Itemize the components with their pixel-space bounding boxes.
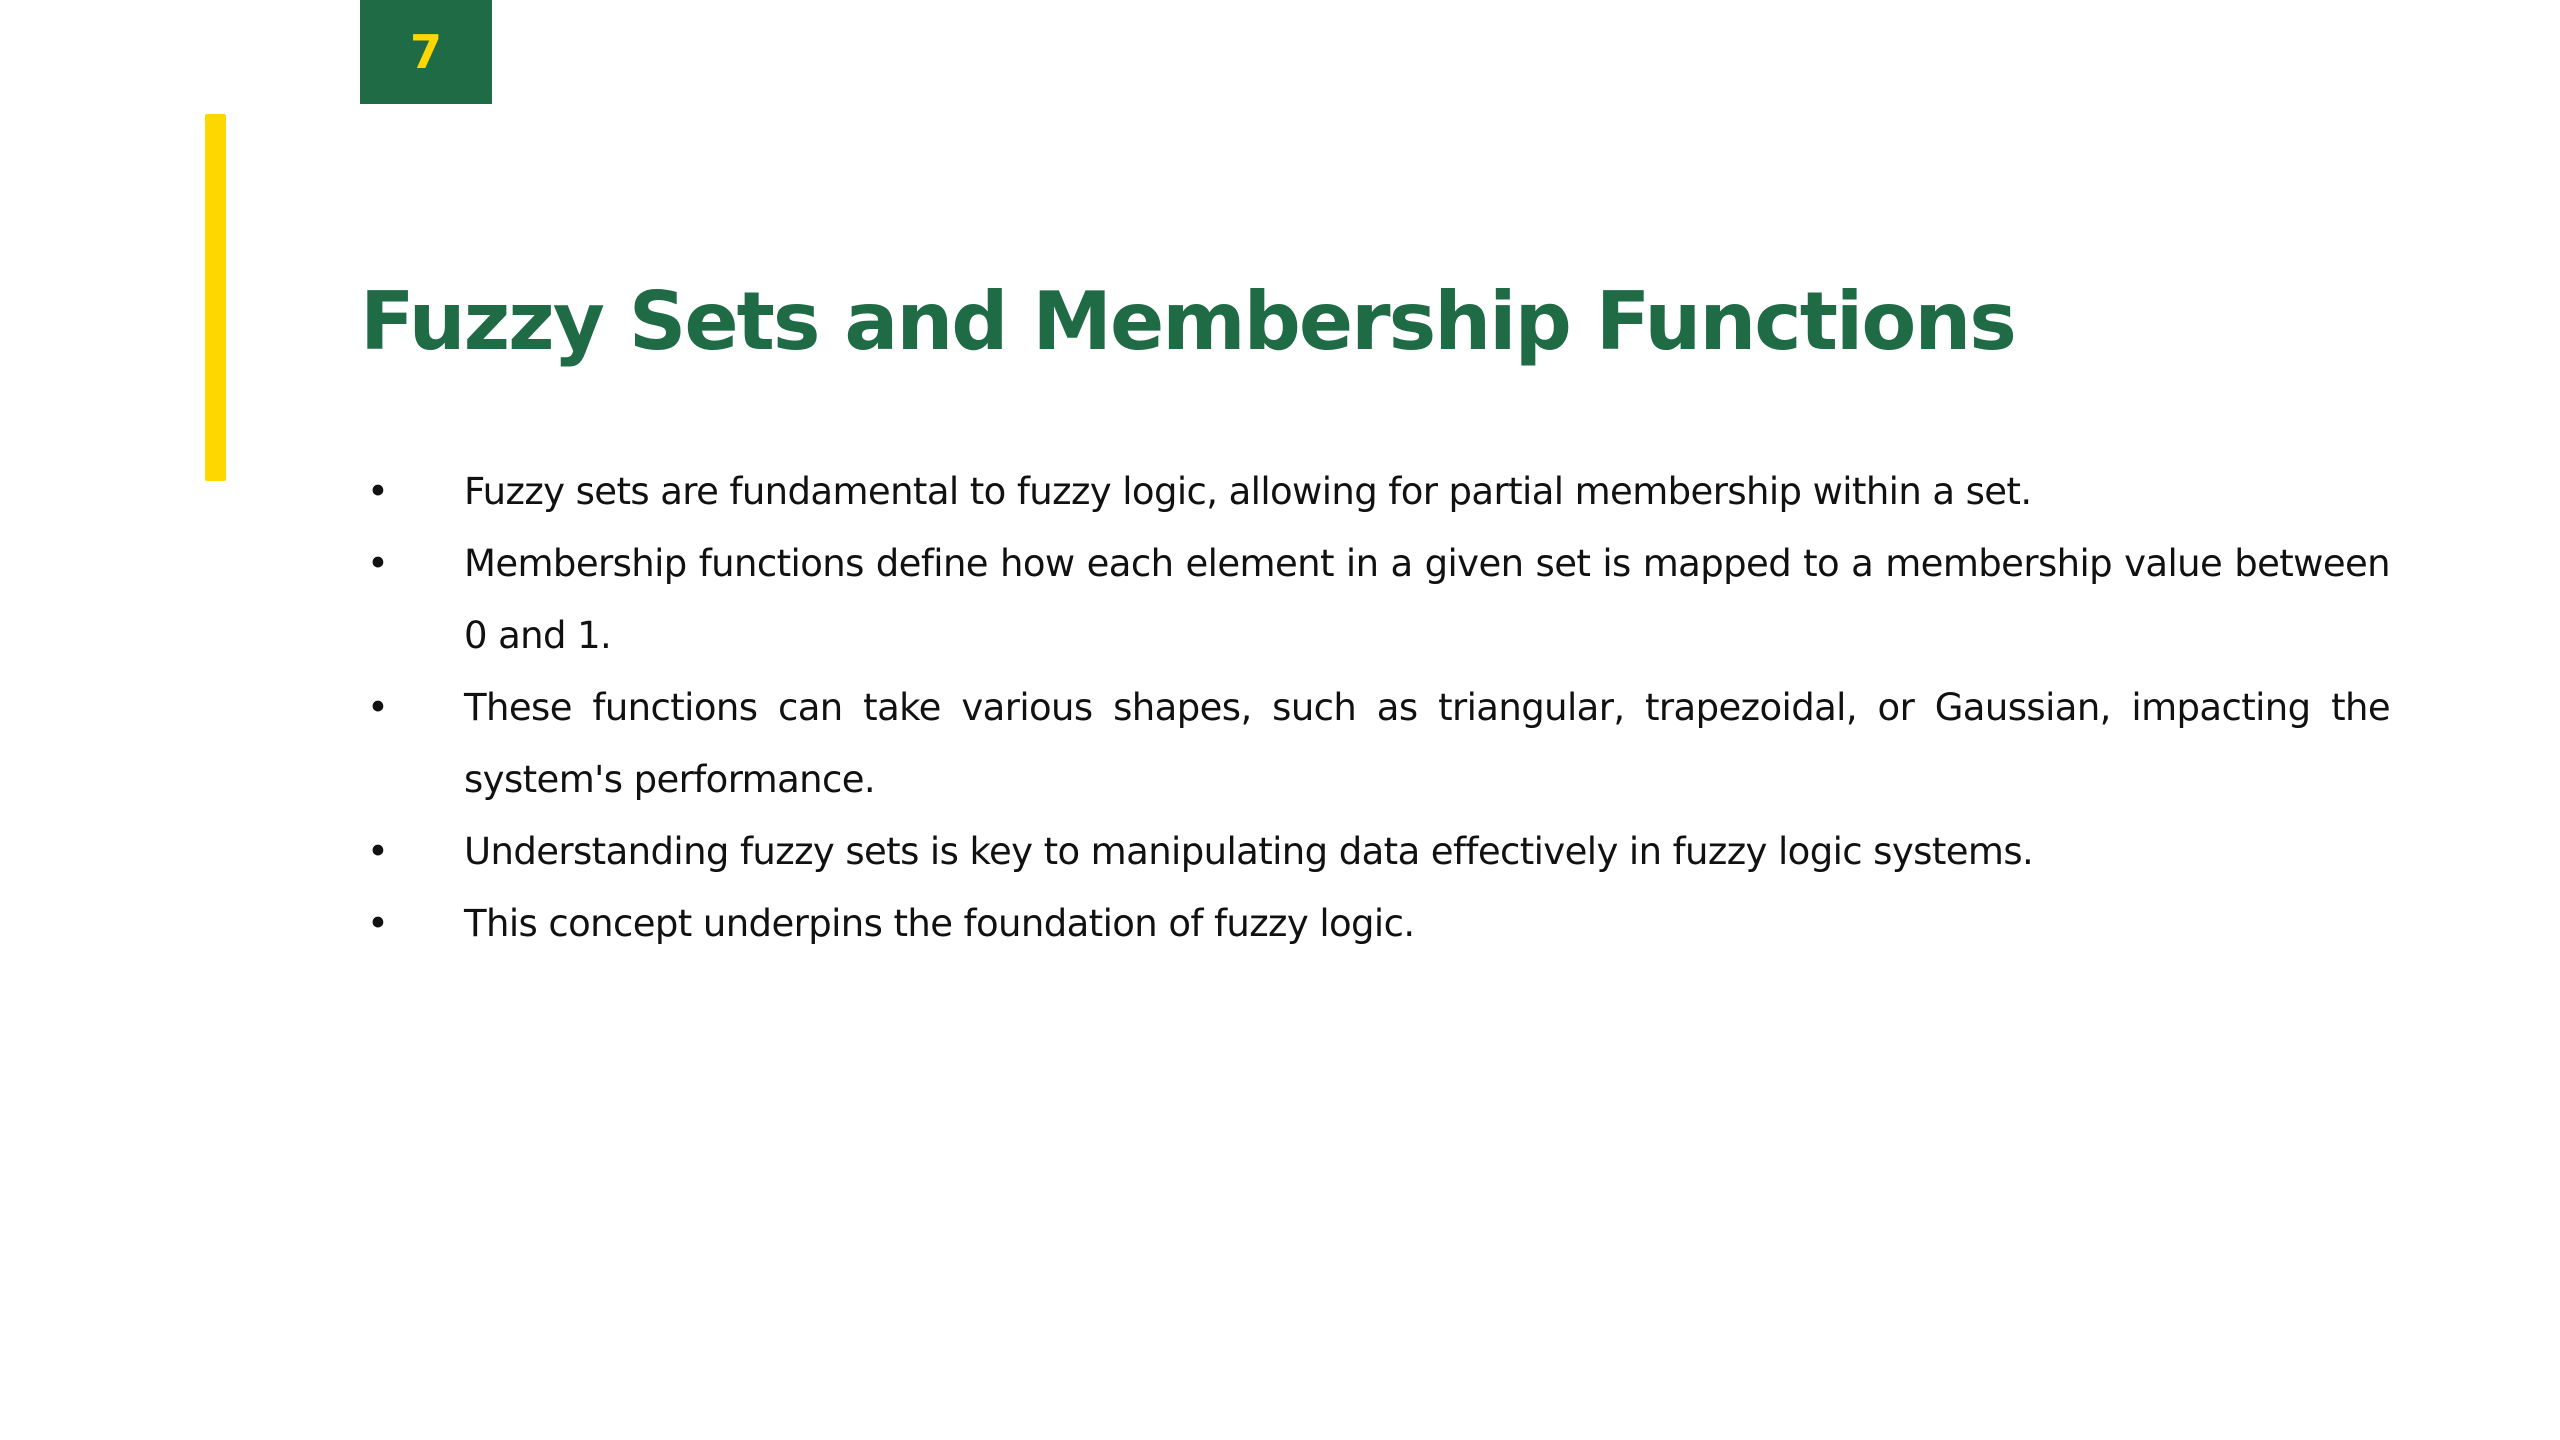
bullet-text: This concept underpins the foundation of fuzzy logic. [464, 902, 1415, 945]
slide-number: 7 [409, 25, 442, 79]
bullet-text: These functions can take various shapes, such as triangular, trapezoidal, or Gaussian, impacting the system's performance. [464, 686, 2390, 801]
bullet-list [360, 456, 2390, 960]
bullet-item [360, 456, 2390, 528]
bullet-item [360, 528, 2390, 672]
bullet-icon: • [367, 902, 389, 945]
slide-number-badge [360, 0, 492, 104]
bullet-icon: • [367, 686, 389, 729]
bullet-icon: • [367, 830, 389, 873]
slide-title: Fuzzy Sets and Membership Functions [360, 275, 2015, 368]
bullet-icon: • [367, 470, 389, 513]
bullet-text: Fuzzy sets are fundamental to fuzzy logic, allowing for partial membership within a set. [464, 470, 2032, 513]
bullet-text: Understanding fuzzy sets is key to manipulating data effectively in fuzzy logic systems. [464, 830, 2034, 873]
bullet-item [360, 888, 2390, 960]
accent-bar [205, 114, 226, 481]
bullet-item [360, 672, 2390, 816]
bullet-text: Membership functions define how each element in a given set is mapped to a membership value between 0 and 1. [464, 542, 2390, 657]
bullet-item [360, 816, 2390, 888]
bullet-icon: • [367, 542, 389, 585]
